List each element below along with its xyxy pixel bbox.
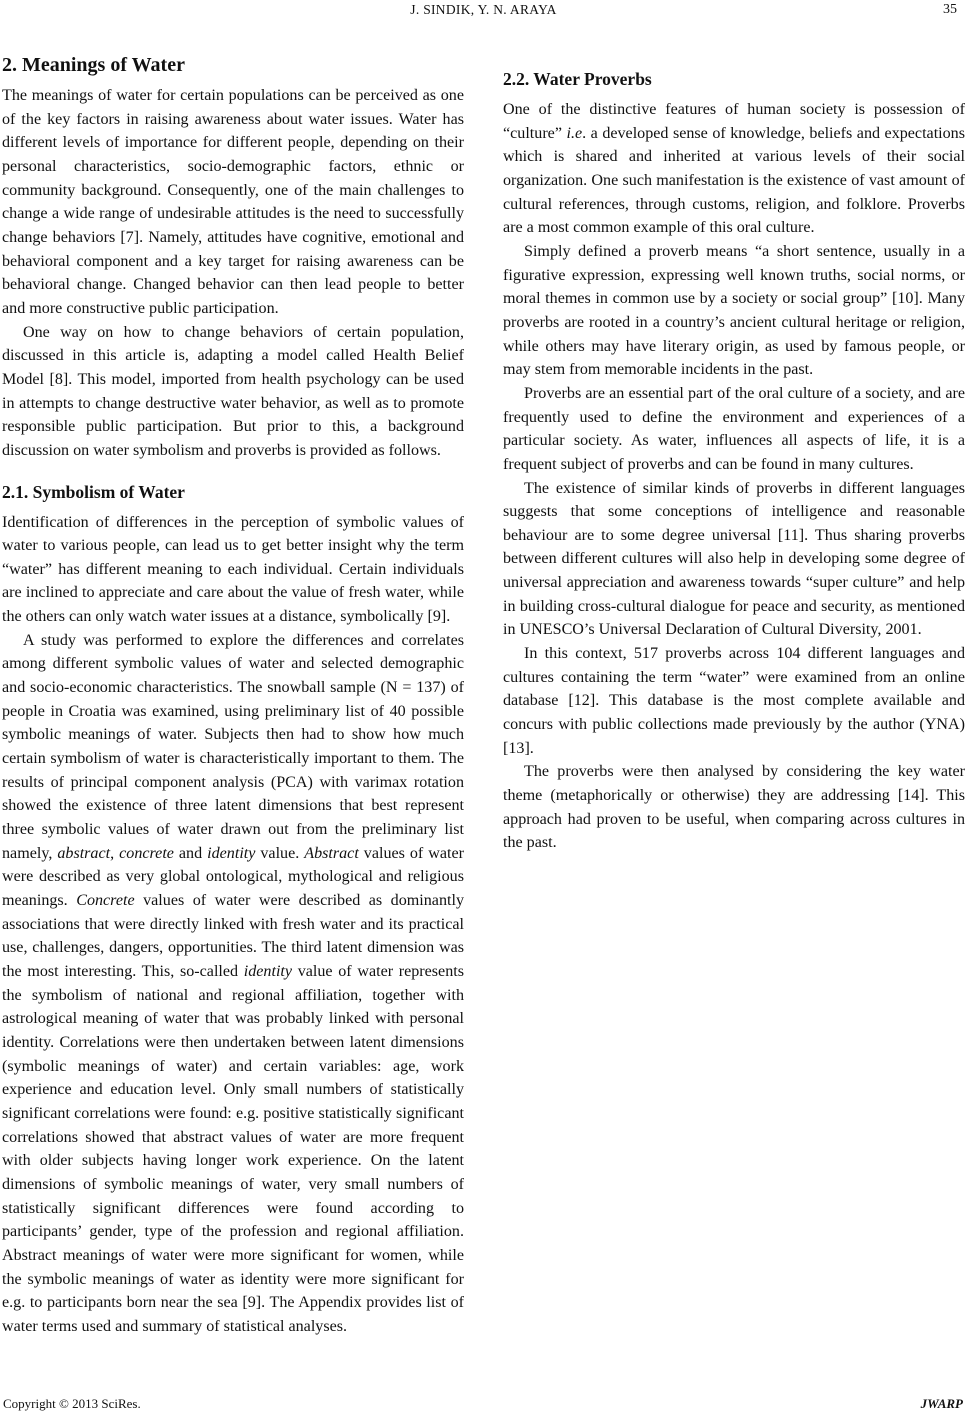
left-column: [2, 50, 464, 1338]
section-heading-meanings-of-water: 2. Meanings of Water: [2, 54, 185, 76]
text-run: values of water were described as very global ontological, mythological and religious meanings.: [2, 844, 465, 909]
text-run: A study was performed to explore the differences and correlates among different symbolic values of water and selected demographic and socio-economic characteristics. The snowball sample (N = 137) of people in Croatia was examined, using preliminary list of 40 possible symbolic meanings of water. Subjects then had to show how much certain symbolism of water is characteristically important to them. The results of principal component analysis (PCA) with varimax rotation showed the existence of three latent dimensions that best represent three symbolic values of water drawn out from the preliminary list namely,: [2, 631, 464, 862]
page-footer: [0, 1394, 967, 1414]
paragraph: Identification of differences in the perception of symbolic values of water to various people, can lead us to get better insight why the term “water” has different meaning to each individual. Certain individuals are inclined to appreciate and care about the value of fresh water, while the others can only watch water issues at a distance, symbolically [9].: [2, 513, 464, 626]
emphasis-term: Abstract: [304, 844, 359, 862]
running-title: J. SINDIK, Y. N. ARAYA: [410, 2, 557, 17]
text-run: value of water represents the symbolism of national and regional affiliation, together with astrological meaning of water that was probably linked with personal identity. Correlations were then undertaken between latent dimensions (symbolic meanings of water) and certain variables: age, work experience and education level. Only small numbers of statistically significant correlations were found: e.g. positive statistically significant correlations showed that abstract values of water are more frequent with older subjects having longer work experience. On the latent dimensions of symbolic meanings of water, very small numbers of statistically significant differences were found according to participants’ gender, type of the profession and regional affiliation. Abstract meanings of water were more significant for women, while the symbolic meanings of water as identity were more significant for e.g. to participants born near the sea [9]. The Appendix provides list of water terms used and summary of statistical analyses.: [2, 962, 464, 1335]
emphasis-term: Concrete: [76, 892, 135, 909]
page-number: 35: [943, 2, 957, 17]
journal-abbreviation: JWARP: [920, 1396, 963, 1411]
emphasis-term: identity: [207, 844, 256, 862]
emphasis-term: identity: [243, 962, 293, 980]
paragraph: Proverbs are an essential part of the oral culture of a society, and are frequently used to define the environment and experiences of a particular society. As water, influences all aspects of life, it is a frequent subject of proverbs and can be found in many cultures.: [503, 384, 965, 473]
paragraph: The meanings of water for certain populations can be perceived as one of the key factors in raising awareness about water issues. Water has different levels of importance for different people, depending on their personal characteristics, socio-demographic factors, ethnic or community background. Consequently, one of the main challenges to change a wide range of undesirable attitudes is the need to successfully change behaviors [7]. Namely, attitudes have cognitive, emotional and behavioral component and a key target for raising awareness can be behavioral change. Changed behavior can then lead people to better and more constructive public participation.: [2, 87, 464, 317]
text-run: ,: [110, 844, 120, 862]
running-header: [0, 2, 967, 22]
paragraph-pca-study: [2, 629, 464, 1339]
emphasis-term: concrete: [119, 844, 174, 862]
subsection-heading-water-proverbs: 2.2. Water Proverbs: [503, 69, 652, 89]
right-column: [503, 50, 965, 855]
text-run: value.: [255, 844, 305, 862]
emphasis-term: i.e: [566, 124, 583, 142]
continued-paragraph-slot: [503, 67, 965, 855]
text-run: values of water were described as dominantly associations that were directly linked with fresh water and its practical use, challenges, dangers, opportunities. The third latent dimension was the most interesting. This, so-called: [2, 892, 464, 980]
paragraph: In this context, 517 proverbs across 104 different languages and cultures containing the term “water” were examined from an online database [12]. This database is the most complete available and concurs with public collections made previously by the author (YNA) [13].: [503, 645, 965, 757]
paragraph: Simply defined a proverb means “a short sentence, usually in a figurative expression, expressing well known truths, social norms, or moral themes in common use by a society or social group” [10]. Many proverbs are rooted in a country’s ancient cultural heritage or religion, while others may have literary origin, as used by famous people, or may stem from memorable incidents in the past.: [503, 242, 965, 379]
paragraph: The proverbs were then analysed by considering the key water theme (metaphorically or otherwise) they are addressing [14]. This approach had proven to be useful, when comparing across cultures in the past.: [503, 763, 965, 852]
copyright-notice: Copyright © 2013 SciRes.: [3, 1396, 141, 1411]
text-run: and: [173, 844, 208, 862]
emphasis-term: abstract: [57, 844, 111, 862]
subsection-heading-symbolism-of-water: 2.1. Symbolism of Water: [2, 481, 185, 502]
paragraph: One of the distinctive features of human society is possession of “culture” i.e. a developed sense of knowledge, beliefs and expectations which is shared and inherited at various levels of their social organization. One such manifestation is the existence of vast amount of cultural references, through customs, religion, and folklore. Proverbs are a most common example of this oral culture.: [503, 101, 965, 237]
paragraph: The existence of similar kinds of proverbs in different languages suggests that some conceptions of intelligence and reasonable behaviour are to some degree universal [11]. Thus sharing proverbs between different cultures will also help in developing some degree of universal appreciation and awareness towards “super culture” and help in building cross-cultural dialogue for peace and security, as mentioned in UNESCO’s Universal Declaration of Cultural Diversity, 2001.: [503, 479, 965, 639]
paragraph: One way on how to change behaviors of certain population, discussed in this article is, adapting a model called Health Belief Model [8]. This model, imported from health psychology can be used in attempts to change destructive water behavior, as well as to promote responsible public participation. But prior to this, a background discussion on water symbolism and proverbs is provided as follows.: [2, 323, 464, 459]
